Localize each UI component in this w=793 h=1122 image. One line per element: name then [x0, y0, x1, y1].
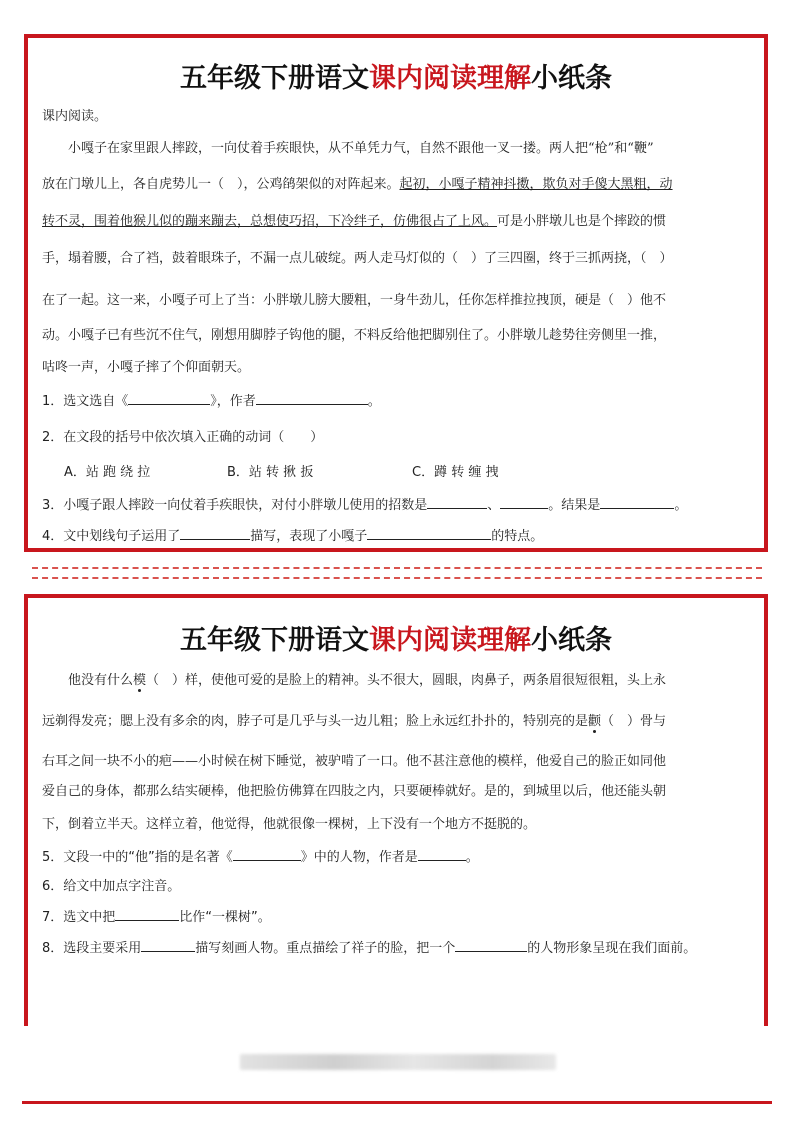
- question-8: [42, 939, 750, 958]
- title-part: 五年级下册语文: [180, 625, 369, 656]
- answer-blank[interactable]: [367, 527, 491, 540]
- text: 放在门墩儿上，各自虎势儿一（ ），公鸡鹐架似的对阵起来。: [42, 177, 400, 192]
- question-5: [42, 848, 750, 867]
- answer-blank[interactable]: [600, 496, 674, 509]
- underlined-sentence: 转不灵，围着他猴儿似的蹦来蹦去，总想使巧招，下冷绊子，仿佛很占了上风。: [42, 214, 498, 229]
- passage-line: 下，倒着立半天。这样立着，他觉得，他就很像一棵树，上下没有一个地方不挺脱的。: [42, 817, 537, 832]
- option-c[interactable]: C．蹲 转 缠 拽: [412, 465, 499, 480]
- passage-line: [42, 713, 750, 731]
- question-2: 2．在文段的括号中依次填入正确的动词（ ）: [42, 430, 324, 445]
- q-text: 。: [367, 394, 381, 409]
- text: 他没有什么: [42, 673, 134, 688]
- q-text: 》，作者: [210, 394, 256, 409]
- passage-line: 小嘎子在家里跟人摔跤，一向仗着手疾眼快，从不单凭力气，自然不跟他一叉一搂。两人把“枪”和“鞭”: [42, 141, 654, 156]
- text: （ ）骨与: [601, 714, 667, 729]
- question-3: [42, 496, 750, 515]
- card2-title: [28, 618, 764, 657]
- answer-blank[interactable]: [256, 392, 368, 405]
- text: 远剃得发亮；腮上没有多余的肉，脖子可是几乎与头一边儿粗；脸上永远红扑扑的，特别亮的是: [42, 714, 589, 729]
- title-part: 小纸条: [531, 63, 612, 94]
- q-text: 8．选段主要采用: [42, 941, 142, 956]
- q-text: 5．文段一中的“他”指的是名著《: [42, 850, 233, 865]
- passage-line: 右耳之间一块不小的疤——小时候在树下睡觉，被驴啃了一口。他不甚注意他的模样，他爱自己的脸正如同他: [42, 754, 667, 769]
- q-text: 描写刻画人物。重点描绘了祥子的脸，把一个: [195, 941, 456, 956]
- q-text: 比作“一棵树”。: [179, 910, 271, 925]
- q-text: 描写，表现了小嘎子: [250, 529, 368, 544]
- passage-line: [42, 176, 750, 194]
- question-1: [42, 392, 750, 411]
- card1-title: [28, 56, 764, 95]
- title-part: 小纸条: [531, 625, 612, 656]
- worksheet-card-1: [24, 34, 768, 552]
- passage-line: 在了一起。这一来，小嘎子可上了当：小胖墩儿膀大腰粗，一身牛劲儿，任你怎样推拉拽顶，硬是（ ）他不: [42, 293, 667, 308]
- answer-blank[interactable]: [233, 848, 301, 861]
- title-highlight: 课内阅读理解: [369, 63, 531, 94]
- passage-line: 爱自己的身体，都那么结实硬棒，他把脸仿佛算在四肢之内，只要硬棒就好。是的，到城里以后，他还能头朝: [42, 784, 667, 799]
- title-highlight: 课内阅读理解: [369, 625, 531, 656]
- blurred-watermark: [240, 1054, 556, 1070]
- answer-blank[interactable]: [115, 908, 179, 921]
- worksheet-card-2: [24, 594, 768, 1026]
- passage-line: [42, 213, 750, 231]
- underlined-sentence: 起初，小嘎子精神抖擞，欺负对手傻大黑粗，动: [399, 177, 673, 192]
- answer-blank[interactable]: [180, 527, 250, 540]
- question-7: [42, 908, 750, 927]
- dotted-character: 模: [133, 673, 147, 688]
- answer-blank[interactable]: [455, 939, 527, 952]
- question-6: 6．给文中加点字注音。: [42, 879, 181, 894]
- text: 可是小胖墩儿也是个摔跤的惯: [497, 214, 667, 229]
- option-b[interactable]: B．站 转 揪 扳: [227, 465, 314, 480]
- passage-line: 动。小嘎子已有些沉不住气，刚想用脚脖子钩他的腿，不料反给他把脚别住了。小胖墩儿趁势往旁侧里一推，: [42, 328, 667, 343]
- dotted-character: 颧: [588, 714, 602, 729]
- passage-line: 咕咚一声，小嘎子摔了个仰面朝天。: [42, 360, 251, 375]
- answer-blank[interactable]: [427, 496, 487, 509]
- question-4: [42, 527, 750, 546]
- passage-line: [42, 672, 750, 690]
- q-text: 的人物形象呈现在我们面前。: [527, 941, 697, 956]
- q-text: 的特点。: [491, 529, 544, 544]
- reading-intro: 课内阅读。: [42, 109, 108, 124]
- option-a[interactable]: A．站 跑 绕 拉: [64, 465, 151, 480]
- q-text: 》中的人物，作者是: [300, 850, 418, 865]
- q-text: 3．小嘎子跟人摔跤一向仗着手疾眼快，对付小胖墩儿使用的招数是: [42, 498, 428, 513]
- text: （ ）样，使他可爱的是脸上的精神。头不很大，圆眼，肉鼻子，两条眉很短很粗，头上永: [146, 673, 667, 688]
- q-text: 。: [465, 850, 479, 865]
- q-text: 7．选文中把: [42, 910, 116, 925]
- footer-rule: [22, 1101, 772, 1104]
- answer-blank[interactable]: [141, 939, 195, 952]
- passage-line: 手，塌着腰，合了裆，鼓着眼珠子，不漏一点儿破绽。两人走马灯似的（ ）了三四圈，终于三抓两挠，（ ）: [42, 251, 673, 266]
- q-text: 、: [487, 498, 501, 513]
- answer-blank[interactable]: [418, 848, 466, 861]
- answer-blank[interactable]: [500, 496, 548, 509]
- q-text: 。结果是: [548, 498, 601, 513]
- q-text: 4．文中划线句子运用了: [42, 529, 181, 544]
- q-text: 。: [674, 498, 688, 513]
- answer-blank[interactable]: [128, 392, 210, 405]
- dashed-divider: [32, 567, 762, 579]
- q-text: 1．选文选自《: [42, 394, 129, 409]
- title-part: 五年级下册语文: [180, 63, 369, 94]
